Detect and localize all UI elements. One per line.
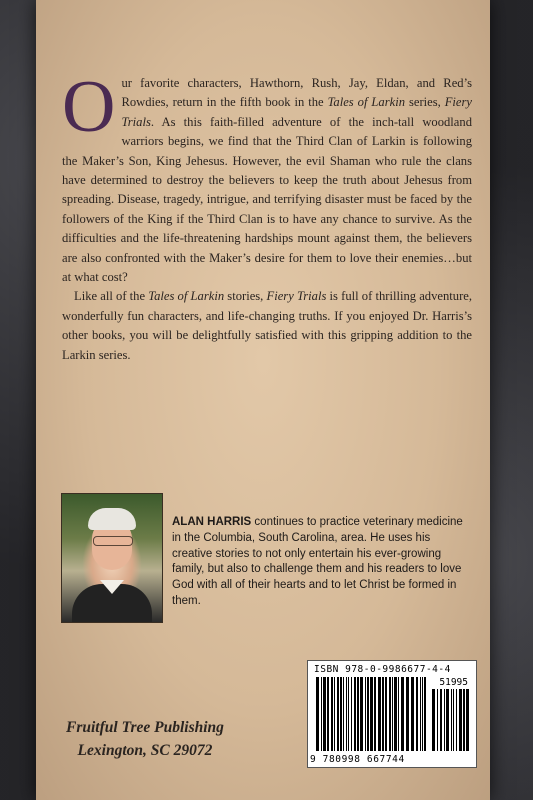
barcode-bar — [466, 689, 469, 751]
barcode-bar — [398, 677, 399, 751]
barcode-bar — [343, 677, 344, 751]
barcode-bar — [440, 689, 442, 751]
barcode-bar — [354, 677, 356, 751]
barcode-bar — [463, 689, 465, 751]
series-title: Tales of Larkin — [148, 289, 225, 304]
barcode-bar — [446, 689, 449, 751]
addon-bars — [432, 689, 470, 751]
ean-bars — [316, 677, 428, 751]
barcode-bar — [340, 677, 342, 751]
series-title: Tales of Larkin — [327, 95, 405, 110]
barcode-bar — [432, 689, 435, 751]
barcode-bar — [411, 677, 414, 751]
barcode-bar — [374, 677, 376, 751]
barcode-bar — [420, 677, 421, 751]
barcode-bar — [327, 677, 329, 751]
publisher-imprint — [66, 716, 224, 762]
barcode-bar — [453, 689, 454, 751]
barcode-bar — [321, 677, 322, 751]
barcode-bar — [437, 689, 438, 751]
book-title: Fiery Trials — [266, 289, 327, 304]
barcode-bar — [392, 677, 393, 751]
price-code: 51995 — [439, 677, 468, 688]
publisher-location: Lexington, SC 29072 — [77, 742, 213, 759]
isbn-number: ISBN 978-0-9986677-4-4 — [314, 664, 451, 675]
barcode-bar — [351, 677, 352, 751]
barcode-bar — [456, 689, 457, 751]
barcode-bar — [367, 677, 369, 751]
barcode-bar — [334, 677, 335, 751]
barcode-bar — [337, 677, 339, 751]
barcode-bar — [422, 677, 423, 751]
author-bio: ALAN HARRIS continues to practice veterinary medicine in the Columbia, South Carolina, area. He uses his creative stories to not only entertain his ever-growing family, but also to challenge them and his readers to love God with all of their hearts and to let Christ be formed in them. — [172, 516, 463, 607]
barcode-bar — [346, 677, 347, 751]
blurb — [62, 66, 473, 365]
barcode-bar — [389, 677, 391, 751]
barcode-bar — [357, 677, 359, 751]
barcode-bar — [370, 677, 373, 751]
drop-cap: O — [62, 66, 116, 148]
barcode-bar — [444, 689, 445, 751]
barcode-bar — [331, 677, 333, 751]
author-name: ALAN HARRIS — [172, 516, 252, 528]
isbn-barcode — [307, 660, 477, 768]
barcode-bar — [459, 689, 462, 751]
book-title: Fiery Trials — [121, 95, 472, 129]
barcode-bar — [406, 677, 409, 751]
barcode-bar — [316, 677, 319, 751]
barcode-bar — [424, 677, 426, 751]
barcode-bar — [385, 677, 387, 751]
barcode-bar — [401, 677, 404, 751]
ean-number: 9 780998 667744 — [310, 754, 405, 765]
publisher-name: Fruitful Tree Publishing — [66, 719, 224, 736]
barcode-bar — [416, 677, 418, 751]
blurb-paragraph-1: Our favorite characters, Hawthorn, Rush, Jay, Eldan, and Red’s Rowdies, return in the fifth book in the Tales of Larkin series, Fiery Trials. As this faith-filled adventure of the inch-tall woodland warriors begins, we find that the Third Clan of Larkin is following the Maker’s Son, King Jehesus. However, the evil Shaman who rule the clans have determined to destroy the believers to keep the truth about Jehesus from spreading. Disease, tragedy, intrigue, and terrifying disaster must be faced by the followers of the King if the Third Clan is to have any chance to survive. As the difficulties and the life-threatening hardships mount against them, the believers are also confronted with the Maker’s desire for them to love their enemies…but at what cost? — [62, 66, 472, 285]
barcode-bar — [360, 677, 363, 751]
barcode-bar — [394, 677, 397, 751]
barcode-bar — [348, 677, 349, 751]
blurb-paragraph-2: Like all of the Tales of Larkin stories, Fiery Trials is full of thrilling adventure, wonderfully fun characters, and life-changing truths. If you enjoyed Dr. Harris’s other books, you will be delightfully satisfied with this gripping addition to the Larkin series. — [62, 289, 473, 362]
barcode-bar — [382, 677, 384, 751]
author-photo — [61, 493, 163, 623]
barcode-bar — [378, 677, 381, 751]
barcode-bar — [451, 689, 452, 751]
barcode-bar — [365, 677, 366, 751]
barcode-bar — [323, 677, 326, 751]
